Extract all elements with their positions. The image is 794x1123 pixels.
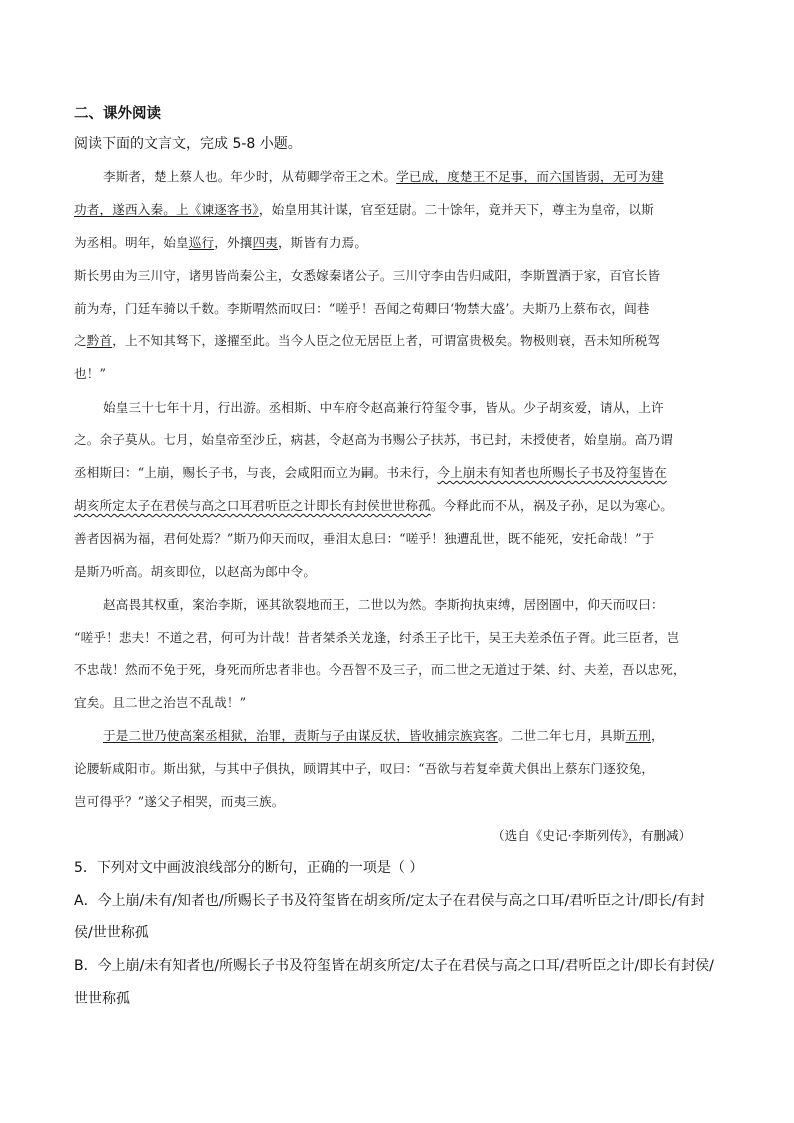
- option-a-line: 侯/世世称孤: [74, 925, 149, 941]
- passage-line: 为丞相。明年，始皇巡行，外攘四夷，斯皆有力焉。: [74, 235, 368, 250]
- passage-line: 不忠哉！然而不免于死，身死而所忠者非也。今吾智不及三子，而二世之无道过于桀、纣、夫差，吾以忠死，: [74, 662, 686, 677]
- underlined-text: 四夷: [252, 235, 278, 250]
- passage-line: 始皇三十七年十月，行出游。丞相斯、中车府令赵高兼行符玺令事，皆从。少子胡亥爱，请从，上许: [103, 400, 664, 415]
- passage-line: 之黔首，上不知其驽下，遂擢至此。当今人臣之位无居臣上者，可谓富贵极矣。物极则衰，吾未知所税驾: [74, 333, 661, 348]
- wavy-underlined-text: 今上崩未有知者也所赐长子书及符玺皆在: [437, 465, 667, 480]
- passage-line: 也！”: [74, 366, 107, 381]
- passage-line: 于是二世乃使高案丞相狱，治罪，责斯与子由谋反状，皆收捕宗族宾客。二世二年七月，具斯五刑，: [103, 728, 664, 743]
- question-stem: 5．下列对文中画波浪线部分的断句，正确的一项是（ ）: [74, 860, 424, 876]
- passage-line: 之。余子莫从。七月，始皇帝至沙丘，病甚，令赵高为书赐公子扶苏，书已封，未授使者，始皇崩。高乃谓: [74, 432, 673, 447]
- section-title: 二、课外阅读: [74, 106, 161, 122]
- passage-line: 岂可得乎？”遂父子相哭，而夷三族。: [74, 794, 285, 809]
- passage-line: “嗟乎！悲夫！不道之君，何可为计哉！昔者桀杀关龙逢，纣杀王子比干，吴王夫差杀伍子胥。此三臣者，岂: [74, 630, 680, 645]
- wavy-underlined-text: 胡亥所定太子在君侯与高之口耳君听臣之计即长有封侯世世称孤: [74, 498, 431, 513]
- reading-instruction: 阅读下面的文言文，完成 5-8 小题。: [74, 136, 302, 152]
- passage-line: 善者因祸为福，君何处焉？”斯乃仰天而叹，垂泪太息曰：“嗟乎！独遭乱世，既不能死，安托命哉！”于: [74, 531, 655, 546]
- underlined-text: 巡行: [188, 235, 215, 250]
- underlined-text: 上《谏逐客书》: [175, 202, 259, 217]
- underlined-text: 学已成，度楚王不足事，而六国皆弱，无可为建: [396, 169, 664, 184]
- underlined-text: 功者，遂西入秦。: [74, 202, 176, 217]
- option-a-line: A．今上崩/未有/知者也/所赐长子书及符玺皆在胡亥所/定太子在君侯与高之口耳/君听臣之计/即长/有封: [74, 893, 705, 909]
- passage-line: 宜矣。且二世之治岂不乱哉！”: [74, 695, 247, 710]
- source-citation: （选自《史记·李斯列传》，有删减）: [492, 828, 692, 843]
- passage-line: 功者，遂西入秦。上《谏逐客书》，始皇用其计谋，官至廷尉。二十馀年，竟并天下，尊主为皇帝，以斯: [74, 202, 654, 217]
- passage-line: 丞相斯曰：“上崩，赐长子书，与丧，会咸阳而立为嗣。书未行，今上崩未有知者也所赐长子书及符玺皆在: [74, 465, 667, 480]
- passage-line: 前为寿，门廷车骑以千数。李斯喟然而叹曰：“嗟乎！吾闻之荀卿曰‘物禁大盛’。夫斯乃上蔡布衣，闾巷: [74, 301, 650, 316]
- passage-line: 是斯乃听高。胡亥即位，以赵高为郎中令。: [74, 564, 317, 579]
- passage-line: 李斯者，楚上蔡人也。年少时，从荀卿学帝王之术。学已成，度楚王不足事，而六国皆弱，无可为建: [103, 169, 664, 184]
- passage-line: 论腰斩咸阳市。斯出狱，与其中子俱执，顾谓其中子，叹曰：“吾欲与若复牵黄犬俱出上蔡东门逐狡兔，: [74, 761, 655, 776]
- option-b-line: B．今上崩/未有知者也/所赐长子书及符玺皆在胡亥所定/太子在君侯与高之口耳/君听臣之计/即长有封侯/: [74, 958, 714, 974]
- underlined-text: 五刑: [625, 728, 651, 743]
- underlined-text: 于是二世乃使高案丞相狱，治罪，责斯与子由谋反状，皆收捕宗族宾客: [103, 728, 499, 743]
- passage-line: 斯长男由为三川守，诸男皆尚秦公主，女悉嫁秦诸公子。三川守李由告归咸阳，李斯置酒于家，百官长皆: [74, 268, 661, 283]
- option-b-line: 世世称孤: [74, 991, 130, 1007]
- passage-line: 胡亥所定太子在君侯与高之口耳君听臣之计即长有封侯世世称孤。今释此而不从，祸及子孙，足以为寒心。: [74, 498, 673, 513]
- passage-line: 赵高畏其权重，案治李斯，诬其欲裂地而王，二世以为然。李斯拘执束缚，居囹圄中，仰天而叹曰：: [103, 597, 664, 612]
- underlined-text: 黔首: [86, 333, 113, 348]
